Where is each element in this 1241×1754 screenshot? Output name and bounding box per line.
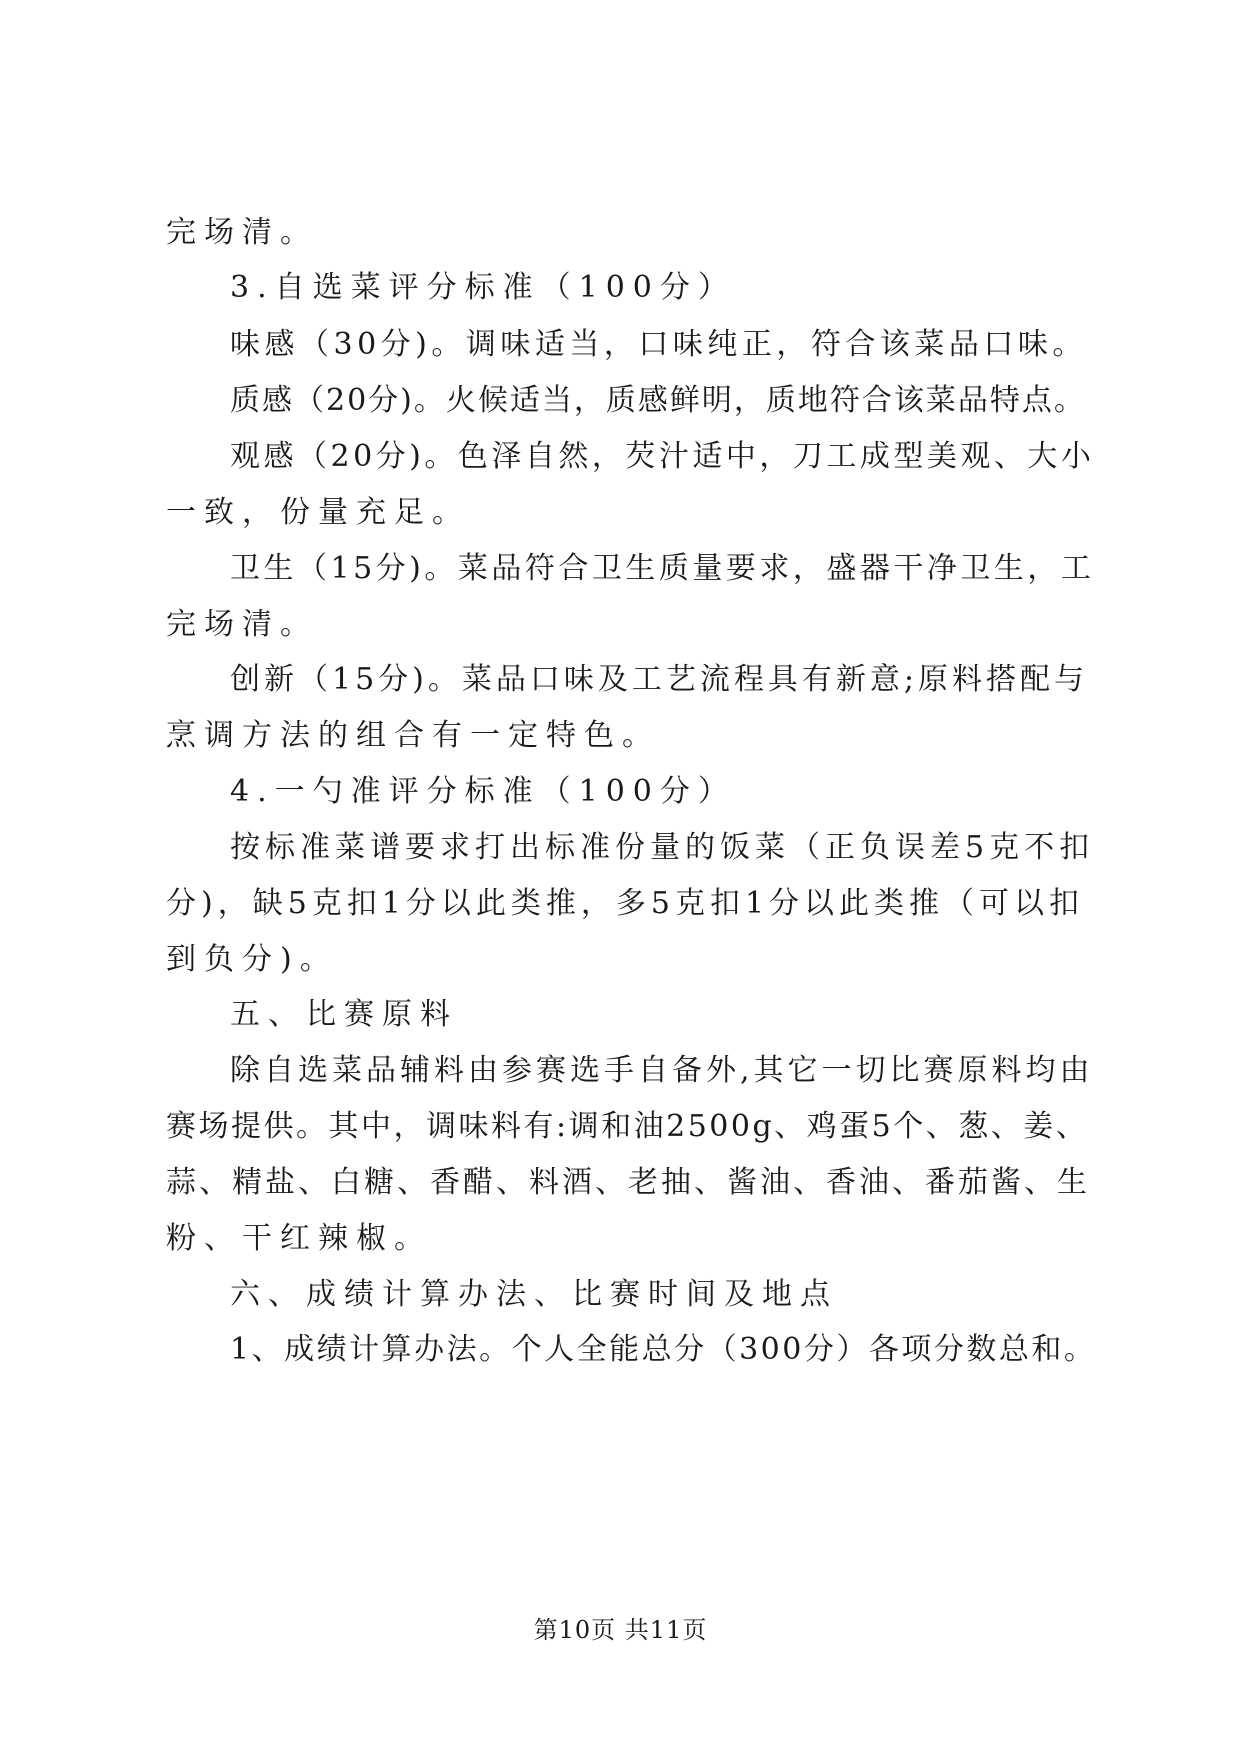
text-line: 味感（30分)。调味适当，口味纯正，符合该菜品口味。	[230, 327, 1087, 362]
text-line: 到负分)。	[166, 942, 338, 977]
text-line: 一致，份量充足。	[166, 495, 470, 530]
text-line: 烹调方法的组合有一定特色。	[166, 718, 660, 753]
text-line: 1、成绩计算办法。个人全能总分（300分）各项分数总和。	[230, 1332, 1097, 1367]
text-line: 粉、干红辣椒。	[166, 1221, 432, 1256]
text-line: 分)，缺5克扣1分以此类推，多5克扣1分以此类推（可以扣	[166, 886, 1085, 921]
section-heading: 4.一勺准评分标准（100分）	[230, 774, 736, 809]
section-heading: 六、成绩计算办法、比赛时间及地点	[230, 1277, 838, 1312]
text-line: 卫生（15分)。菜品符合卫生质量要求，盛器干净卫生，工	[230, 551, 1095, 586]
page-footer: 第10页 共11页	[533, 1616, 708, 1644]
text-line: 完场清。	[166, 607, 318, 642]
text-line: 创新（15分)。菜品口味及工艺流程具有新意;原料搭配与	[230, 662, 1088, 697]
text-line: 质感（20分)。火候适当，质感鲜明，质地符合该菜品特点。	[230, 383, 1086, 418]
text-line: 完场清。	[166, 215, 318, 250]
text-line: 观感（20分)。色泽自然，芡汁适中，刀工成型美观、大小	[230, 439, 1095, 474]
section-heading: 3.自选菜评分标准（100分）	[230, 270, 736, 305]
text-line: 赛场提供。其中，调味料有:调和油2500g、鸡蛋5个、葱、姜、	[166, 1109, 1089, 1144]
text-line: 按标准菜谱要求打出标准份量的饭菜（正负误差5克不扣	[230, 830, 1095, 865]
text-line: 蒜、精盐、白糖、香醋、料酒、老抽、酱油、香油、番茄酱、生	[166, 1165, 1090, 1200]
text-line: 除自选菜品辅料由参赛选手自备外,其它一切比赛原料均由	[230, 1053, 1094, 1088]
section-heading: 五、比赛原料	[230, 997, 458, 1032]
